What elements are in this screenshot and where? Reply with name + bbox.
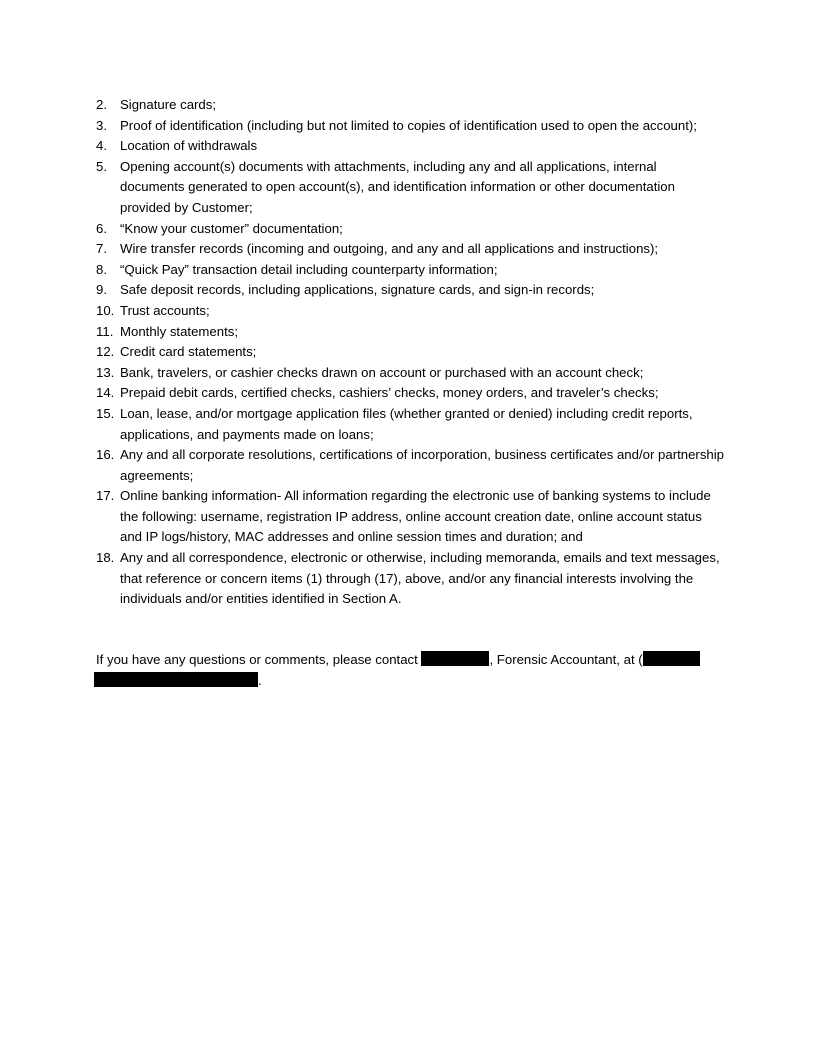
list-item-text: Online banking information- All information regarding the electronic use of banking systems to include the following: username, registration IP address, online account creation date, online account status and IP logs/history, MAC addresses and online session times and duration; and (120, 488, 711, 545)
list-item-number: 17. (96, 488, 115, 504)
redaction-block-contact-end (94, 672, 258, 687)
list-item-number: 15. (96, 405, 115, 421)
list-item (96, 445, 724, 486)
list-item-number: 10. (96, 302, 115, 318)
list-item-text: Bank, travelers, or cashier checks drawn on account or purchased with an account check; (120, 364, 644, 380)
list-item (96, 239, 724, 260)
list-item (96, 342, 724, 363)
list-item-number: 9. (96, 282, 107, 298)
list-item-text: Monthly statements; (120, 323, 239, 339)
records-list (96, 95, 724, 610)
list-item-number: 12. (96, 344, 115, 360)
list-item (96, 219, 724, 240)
closing-text-title: , Forensic Accountant, at ( (489, 652, 643, 667)
list-item (96, 95, 724, 116)
list-item (96, 157, 724, 219)
list-item-number: 16. (96, 447, 115, 463)
list-item-text: “Know your customer” documentation; (120, 220, 343, 236)
closing-paragraph (96, 650, 724, 691)
list-item-text: “Quick Pay” transaction detail including counterparty information; (120, 261, 498, 277)
list-item (96, 260, 724, 281)
list-item-number: 5. (96, 158, 107, 174)
list-item-text: Any and all correspondence, electronic or otherwise, including memoranda, emails and text messages, that reference or concern items (1) through (17), above, and/or any financial interests involving the individuals and/or entities identified in Section A. (120, 550, 720, 607)
list-item-text: Location of withdrawals (120, 138, 258, 154)
list-item (96, 486, 724, 548)
list-item-text: Safe deposit records, including applications, signature cards, and sign-in records; (120, 282, 595, 298)
list-item (96, 116, 724, 137)
list-item-number: 8. (96, 261, 107, 277)
list-item-text: Any and all corporate resolutions, certifications of incorporation, business certificates and/or partnership agreements; (120, 447, 725, 483)
list-item-number: 13. (96, 364, 115, 380)
list-item-number: 11. (96, 323, 114, 339)
list-item-text: Wire transfer records (incoming and outgoing, and any and all applications and instructions); (120, 241, 659, 257)
list-item (96, 404, 724, 445)
list-item (96, 136, 724, 157)
list-item (96, 301, 724, 322)
closing-text-intro: If you have any questions or comments, please contact (96, 652, 422, 667)
redaction-block-contact-start (643, 651, 700, 666)
list-item-number: 6. (96, 220, 107, 236)
list-item (96, 322, 724, 343)
list-item-text: Proof of identification (including but not limited to copies of identification used to open the account); (120, 117, 697, 133)
list-item-text: Trust accounts; (120, 302, 210, 318)
list-item (96, 383, 724, 404)
closing-text-end: . (258, 672, 262, 688)
list-item-text: Prepaid debit cards, certified checks, cashiers’ checks, money orders, and traveler’s checks; (120, 385, 659, 401)
list-item-number: 18. (96, 550, 115, 566)
list-item-text: Opening account(s) documents with attachments, including any and all applications, internal documents generated to open account(s), and identification information or other documentation provided by Customer; (120, 158, 675, 215)
list-item-text: Credit card statements; (120, 344, 257, 360)
list-item-text: Signature cards; (120, 97, 217, 112)
list-item-number: 14. (96, 385, 115, 401)
list-item (96, 280, 724, 301)
list-item-number: 7. (96, 241, 107, 257)
list-item-number: 4. (96, 138, 107, 154)
list-item-text: Loan, lease, and/or mortgage application files (whether granted or denied) including credit reports, applications, and payments made on loans; (120, 405, 693, 442)
list-item (96, 548, 724, 610)
redaction-block-name (421, 651, 489, 666)
list-item (96, 363, 724, 384)
list-item-number: 2. (96, 97, 107, 112)
list-item-number: 3. (96, 117, 107, 133)
